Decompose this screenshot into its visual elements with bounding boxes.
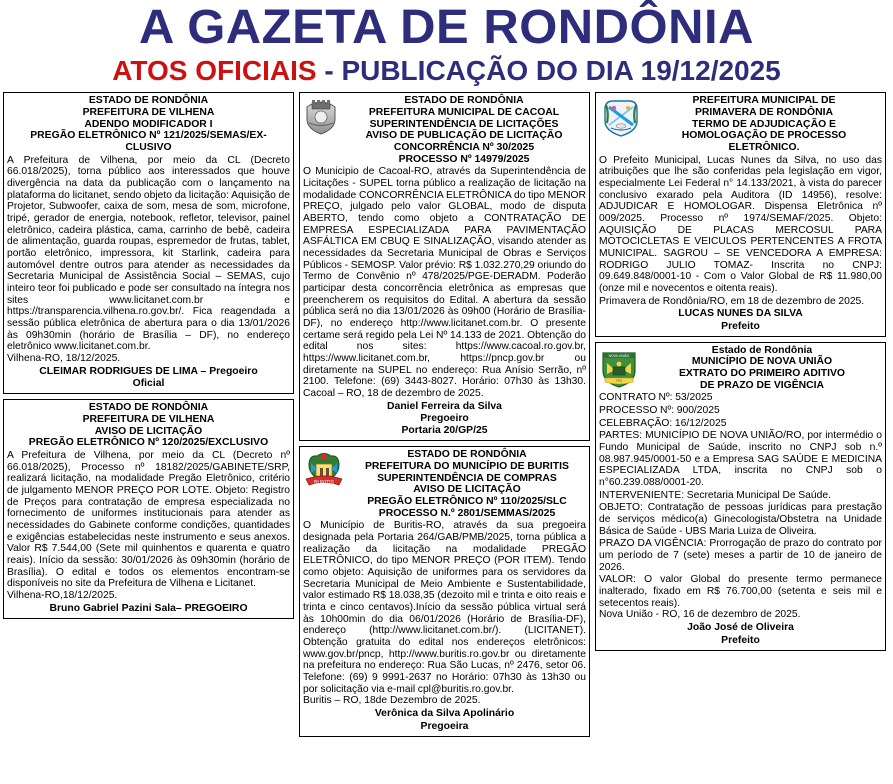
heading-line: HOMOLOGAÇÃO DE PROCESSO ELETRÔNICO. — [681, 130, 847, 153]
notice-tail: Vilhena-RO, 18/12/2025. — [7, 352, 121, 364]
column-1 — [3, 92, 294, 624]
heading-line: SUPERINTENDÊNCIA DE LICITAÇÕES — [369, 118, 559, 130]
notice-field-celebracao: CELEBRAÇÃO: 16/12/2025 — [599, 417, 727, 429]
notice-tail: Primavera de Rondônia/RO, em 18 de dezembro de 2025. — [599, 295, 865, 307]
notice-body: A Prefeitura de Vilhena, por meio da CL (Decreto nº 66.018/2025), Processo nº 18182/2025/GABINETE/SRP, realizará licitação, na modalidade Pregão Eletrônico, critério de julgamento MENOR PREÇO POR LOTE. Objeto: Registro de Preços para contratação de empresa especializada no fornecimento de uniformes institucionais para atender as necessidades do Gabinete conforme condições, quantidades e exigências estabelecidas neste instrumento e seus anexos. Valor R$ 7.544,00 (Sete mil quinhentos e quarenta e quatro reais). Início da sessão: 30/01/2026 às 09h30min (horário de Brasília). O edital e todos os elementos encontram-se disponíveis no site da Prefeitura de Vilhena e Licitanet. — [7, 450, 290, 590]
heading-line: ADENDO MODIFICADOR I — [84, 118, 213, 130]
heading-line: PREGÃO ELETRÔNICO Nº 120/2025/EXCLUSIVO — [28, 437, 269, 449]
svg-text:NOVA UNIÃO: NOVA UNIÃO — [608, 354, 630, 359]
signature-line: João José de Oliveira — [687, 622, 794, 634]
signature-line: Daniel Ferreira da Silva — [387, 400, 502, 412]
masthead-subtitle — [0, 56, 893, 85]
signature-line: Pregoeira — [420, 720, 469, 732]
notice-header-row — [303, 449, 586, 519]
notice-heading — [642, 345, 882, 392]
notice-columns — [0, 92, 893, 741]
notice-body: O Municipio de Cacoal-RO, através da Superintendência de Licitações - SUPEL torna público a realização de licitação na modalidade CONCORRÊNCIA ELETRÔNICA do tipo MENOR PREÇO, julgado pelo valor GLOBAL, modo de disputa ABERTO, tendo como objeto a CONTRATAÇÃO DE EMPRESA ESPECIALIZADA PARA PAVIMENTAÇÃO ASFÁLTICA EM CBUQ E SINALIZAÇÃO, visando atender as necessidades da Secretaria Municipal de Obras e Serviços Públicos - SEMOSP. Valor prévio: R$ 1.032.270,29 oriundo do Termo de Convênio nº 478/2025/PGE-DERADM. Poderão participar desta concorrência eletrônica as empresas que preencherem os requisitos do Edital. A abertura da sessão pública será no dia 13/01/2026 às 09h00 (Horário de Brasília-DF), no endereço http://www.licitanet.com.br. O presente certame será regido pela Lei Nº 14.133 de 2021. Obtenção do edital nos sites: https://www.cacoal.ro.gov.br, https://www.licitanet.com.br, https://pncp.gov.br ou diretamente na SUPEL no endereço: Rua Anísio Serrão, nº 2100. Telefone: (69) 3443-8027. Horário: 07h30 às 13h30. Cacoal – RO, 18 de dezembro de 2025. — [303, 166, 586, 399]
notice-signature — [599, 622, 882, 647]
signature-line: Bruno Gabriel Pazini Sala– PREGOEIRO — [49, 603, 248, 614]
notice-vilhena-adendo — [3, 92, 294, 394]
heading-line: CONCORRÊNCIA Nº 30/2025 — [393, 141, 535, 153]
nova-uniao-crest-icon — [599, 345, 639, 389]
notice-field-contrato: CONTRATO Nº: 53/2025 — [599, 392, 713, 404]
buritis-crest-icon — [303, 449, 345, 491]
primavera-crest-icon — [599, 95, 643, 139]
masthead-subtitle-separator: - — [316, 54, 342, 86]
notice-tail: Nova União - RO, 16 de dezembro de 2025. — [599, 609, 801, 621]
notice-body-partes: PARTES: MUNICÍPIO DE NOVA UNIÃO/RO, por intermédio o Fundo Municipal de Saúde, inscrito no CNPJ sob n.º 08.987.945/0001-50 e a Empresa SAG SAÚDE E MEDICINA ESPECIALIZADA LTDA, inscrita no CNPJ sob o n°60.239.088/0001-20. — [599, 430, 882, 489]
heading-line: PREFEITURA MUNICIPAL DE — [692, 95, 836, 107]
notice-cacoal-concorrencia — [299, 92, 590, 441]
notice-vilhena-aviso — [3, 399, 294, 619]
heading-line: PREFEITURA DE VILHENA — [82, 106, 215, 118]
notice-body: O Prefeito Municipal, Lucas Nunes da Silva, no uso das atribuições que lhe são conferidas pela legislação em vigor, especialmente Lei Federal n° 14.133/2021, à vista do parecer conclusivo exarado pela Auditora (ID 14956), resolve: ADJUDICAR E HOMOLOGAR. Dispensa Eletrônica nº 009/2025. Processo nº 1974/SEMAF/2025. Objeto: AQUISIÇÃO DE PLACAS MERCOSUL PARA MOTOCICLETAS E VEICULOS PERTENCENTES A FROTA MUNICIPAL. SAGROU – SE VENCEDORA A EMPRESA: RODRIGO JULIO TOMAZ- Inscrita no CNPJ: 09.649.848/0001-10 - Com o Valor Global de R$ 11.980,00 (onze mil e novecentos e oitenta reais). — [599, 154, 882, 294]
notice-body: A Prefeitura de Vilhena, por meio da CL (Decreto 66.018/2025), torna público aos interessados que houve divergência na data da publicação com o lançamento na plataforma do licitanet, sendo objeto da licitação: Aquisição de Projetor, Subwoofer, caixa de som, mesa de som, microfone, tripé, gerador de energia, notebook, refletor, televisor, painel eletrônico, cadeira plástica, cama, carrinho de bebê, cadeira de alimentação, guarda roupas, espremedor de frutas, tablet, portão eletrônico, impressora, kit Starlink, cadeira para automóvel dentre outros para atender as necessidades da Secretaria Municipal de Assistência Social – SEMAS, cujo inteiro teor foi publicado e pode ser consultado na íntegra nos sites www.licitanet.com.br e https://transparencia.vilhena.ro.gov.br/. Fica reagendada a sessão pública eletrônica de abertura para o dia 13/01/2026 às 09h30min (horário de Brasília – DF), no endereço eletrônico www.licitanet.com.br. — [7, 154, 290, 353]
notice-nova-uniao-aditivo — [595, 342, 886, 651]
column-3 — [595, 92, 886, 656]
signature-line: Verônica da Silva Apolinário — [374, 708, 515, 720]
heading-line: PREFEITURA DE VILHENA — [82, 414, 215, 426]
column-2 — [299, 92, 590, 741]
notice-signature — [303, 708, 586, 733]
notice-tail: Vilhena-RO,18/12/2025. — [7, 590, 118, 602]
heading-line: SUPERINTENDÊNCIA DE COMPRAS — [377, 472, 557, 484]
masthead-title: A GAZETA DE RONDÔNIA — [139, 1, 754, 54]
notice-body-prazo: PRAZO DA VIGÊNCIA: Prorrogação de prazo do contrato por um período de 7 (sete) meses a partir de 10 de janeiro de 2026. — [599, 538, 882, 573]
svg-text:1992: 1992 — [615, 378, 623, 383]
cacoal-crest-icon — [303, 95, 339, 135]
notice-heading — [348, 449, 586, 519]
signature-line: LUCAS NUNES DA SILVA — [678, 308, 803, 320]
svg-text:BURITIS: BURITIS — [314, 480, 334, 487]
heading-line: PREGÃO ELETRÔNICO Nº 121/2025/SEMAS/EX- — [30, 130, 267, 142]
notice-heading — [7, 95, 290, 153]
signature-line: Portaria 20/GP/25 — [401, 425, 488, 437]
notice-header-row — [599, 345, 882, 392]
notice-primavera-homologacao — [595, 92, 886, 336]
heading-line: AVISO DE LICITAÇÃO — [413, 484, 521, 496]
heading-line: ESTADO DE RONDÔNIA — [88, 95, 209, 107]
heading-line: PREFEITURA DO MUNICÍPIO DE BURITIS — [365, 461, 569, 473]
notice-body-valor: VALOR: O valor Global do presente termo permanece inalterado, fixado em R$ 76.700,00 (setenta e seis mil e setecentos reais). — [599, 574, 882, 609]
notice-body: O Município de Buritis-RO, através da sua pregoeira designada pela Portaria 264/GAB/PMB/2025, torna pública a realização da licitação na modalidade PREGÃO ELETRÔNICO, do tipo MENOR PREÇO (POR ITEM). Tendo como objeto: Aquisição de uniformes para os servidores da Secretaria Municipal de Meio Ambiente e Sustentabilidade, valor estimado R$ 18.038,35 (dezoito mil e trinta e oito reais e trinta e cinco centavos).Início da sessão pública virtual será às 10h00min do dia 06/01/2026 (Horário de Brasília-DF), endereço (http://www.licitanet.com.br/). (LICITANET). Obtenção gratuita do edital nos endereços eletrônicos: www.gov.br/pncp, http://www.buritis.ro.gov.br ou diretamente na prefeitura no endereço: Rua São Lucas, nº 2476, setor 06. Telefone: (69) 9 9991-2637 no Horário: 07h30 às 13h30 ou por solicitação via e-mail cpl@buritis.ro.gov.br. — [303, 520, 586, 695]
notice-buritis-pregao — [299, 446, 590, 736]
heading-line: PREGÃO ELETRÔNICO Nº 110/2025/SLC — [367, 495, 567, 507]
heading-line: EXTRATO DO PRIMEIRO ADITIVO — [678, 368, 846, 380]
heading-line: MUNICÍPIO DE NOVA UNIÃO — [691, 356, 833, 368]
heading-line: PRIMAVERA DE RONDÔNIA — [695, 106, 833, 118]
signature-line: Oficial — [132, 378, 165, 390]
notice-tail: Buritis – RO, 18de Dezembro de 2025. — [303, 695, 481, 707]
heading-line: ESTADO DE RONDÔNIA — [407, 449, 527, 461]
notice-heading — [342, 95, 586, 165]
masthead — [0, 0, 893, 85]
signature-line: Pregoeiro — [420, 412, 469, 424]
heading-line: ESTADO DE RONDÔNIA — [404, 95, 524, 107]
heading-line: AVISO DE PUBLICAÇÃO DE LICITAÇÃO — [365, 130, 563, 142]
masthead-subtitle-red: ATOS OFICIAIS — [112, 54, 317, 86]
signature-line: Prefeito — [721, 634, 760, 646]
notice-header-row — [303, 95, 586, 165]
heading-line: ESTADO DE RONDÔNIA — [88, 402, 209, 414]
heading-line: DE PRAZO DE VIGÊNCIA — [699, 379, 825, 391]
notice-signature — [7, 366, 290, 391]
heading-line: Estado de Rondônia — [711, 344, 813, 356]
signature-line: Prefeito — [721, 320, 760, 332]
notice-body-interveniente: INTERVENIENTE: Secretaria Municipal De Saúde. — [599, 489, 831, 501]
heading-line: PROCESSO Nº 14979/2025 — [398, 153, 530, 165]
notice-header-row — [599, 95, 882, 153]
notice-signature — [303, 401, 586, 438]
heading-line: CLUSIVO — [125, 141, 172, 153]
notice-field-processo: PROCESSO Nº: 900/2025 — [599, 405, 720, 417]
notice-heading — [7, 402, 290, 449]
heading-line: PREFEITURA MUNICIPAL DE CACOAL — [368, 106, 560, 118]
notice-heading — [646, 95, 882, 153]
notice-signature — [7, 603, 290, 615]
notice-signature — [599, 308, 882, 333]
masthead-subtitle-blue: PUBLICAÇÃO DO DIA 19/12/2025 — [341, 54, 781, 86]
heading-line: PROCESSO N.º 2801/SEMMAS/2025 — [378, 507, 556, 519]
heading-line: AVISO DE LICITAÇÃO — [94, 425, 203, 437]
notice-body-objeto: OBJETO: Contratação de pessoas jurídicas para prestação de serviços médico(a) Ginecologista/Obstetra na Unidade Básica de Saúde - UBS Maria Luiza de Oliveira. — [599, 502, 882, 537]
heading-line: TERMO DE ADJUDICAÇÃO E — [692, 118, 836, 130]
signature-line: CLEIMAR RODRIGUES DE LIMA – Pregoeiro — [39, 365, 258, 377]
